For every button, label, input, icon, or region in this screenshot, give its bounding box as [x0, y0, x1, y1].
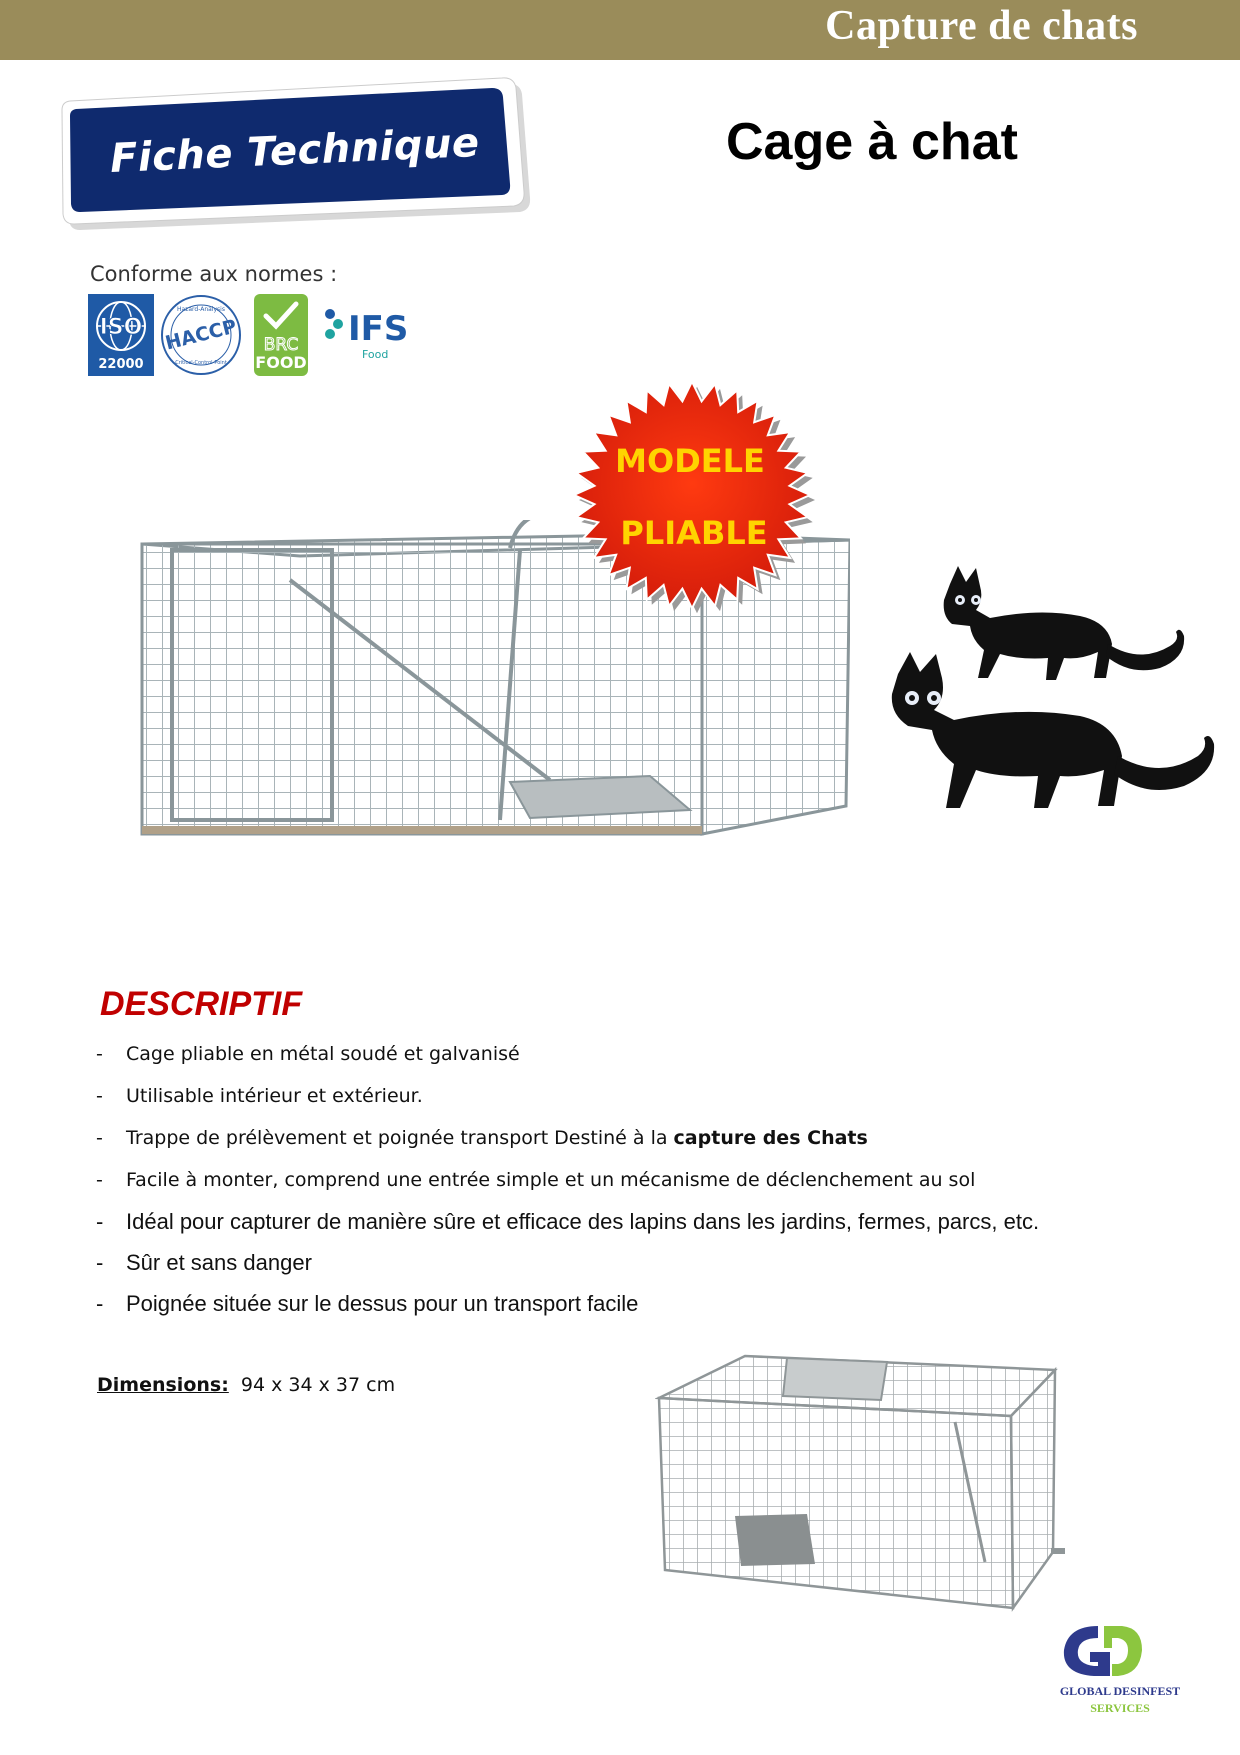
list-item-text: Facile à monter, comprend une entrée simple et un mécanisme de déclenchement au sol — [126, 1169, 976, 1191]
list-item-text: Sûr et sans danger — [126, 1250, 312, 1275]
starburst-line1: MODELE — [615, 442, 765, 480]
haccp-line1: HACCP — [163, 315, 239, 355]
certification-logos — [88, 294, 428, 378]
ifs-food-logo — [318, 294, 418, 376]
list-item — [96, 1082, 1146, 1124]
list-item — [96, 1166, 1146, 1208]
top-banner — [0, 0, 1240, 60]
haccp-line2: Hazard-Analysis — [177, 306, 225, 313]
brc-line2: FOOD — [255, 353, 307, 372]
company-name-line1: GLOBAL DESINFEST — [1059, 1684, 1181, 1698]
list-item-text: Idéal pour capturer de manière sûre et efficace des lapins dans les jardins, fermes, parcs, etc. — [126, 1209, 1040, 1234]
descriptif-list — [96, 1040, 1146, 1331]
company-name — [1040, 1683, 1200, 1717]
list-dash: - — [96, 1085, 103, 1107]
dimensions — [97, 1374, 395, 1396]
second-cage-image — [655, 1352, 1065, 1612]
list-dash: - — [96, 1043, 103, 1065]
list-dash: - — [96, 1127, 103, 1149]
list-item — [96, 1208, 1146, 1249]
list-item-text: Cage pliable en métal soudé et galvanisé — [126, 1043, 520, 1065]
list-item — [96, 1290, 1146, 1331]
list-dash: - — [96, 1291, 104, 1316]
banner-title: Capture de chats — [825, 3, 1138, 49]
brc-line1: BRC — [263, 335, 299, 355]
list-item-text: Trappe de prélèvement et poignée transport Destiné à la — [126, 1127, 674, 1149]
fiche-technique-badge — [54, 72, 534, 232]
list-item-text: Utilisable intérieur et extérieur. — [126, 1085, 423, 1107]
iso-line2: 22000 — [98, 357, 144, 372]
company-name-line2: SERVICES — [1090, 1701, 1150, 1715]
company-logo — [1060, 1622, 1144, 1680]
descriptif-heading: DESCRIPTIF — [100, 985, 303, 1023]
iso-22000-logo — [88, 294, 154, 376]
list-item — [96, 1249, 1146, 1290]
modele-pliable-starburst — [552, 365, 832, 625]
list-item — [96, 1040, 1146, 1082]
ifs-line2: Food — [362, 348, 389, 361]
badge-label: Fiche Technique — [109, 119, 481, 183]
starburst-line2: PLIABLE — [620, 514, 768, 552]
starburst-shape — [574, 382, 810, 609]
list-dash: - — [96, 1209, 104, 1234]
haccp-logo — [160, 294, 242, 376]
small-cat-silhouette — [944, 566, 1184, 680]
dimensions-value: 94 x 34 x 37 cm — [240, 1374, 396, 1396]
norms-label: Conforme aux normes : — [90, 262, 338, 286]
ifs-line1: IFS — [348, 309, 409, 349]
list-item-text: Poignée située sur le dessus pour un transport facile — [126, 1291, 639, 1316]
list-dash: - — [96, 1250, 104, 1275]
brc-food-logo — [254, 294, 308, 376]
dimensions-label: Dimensions: — [97, 1374, 229, 1396]
list-item — [96, 1124, 1146, 1166]
iso-line1: ISO — [99, 315, 143, 340]
document-title: Cage à chat — [726, 113, 1018, 171]
list-dash: - — [96, 1169, 103, 1191]
cat-silhouettes-image — [880, 560, 1220, 820]
haccp-line3: Critical-Control-Point — [175, 360, 227, 366]
list-item-bold-text: capture des Chats — [673, 1127, 868, 1149]
